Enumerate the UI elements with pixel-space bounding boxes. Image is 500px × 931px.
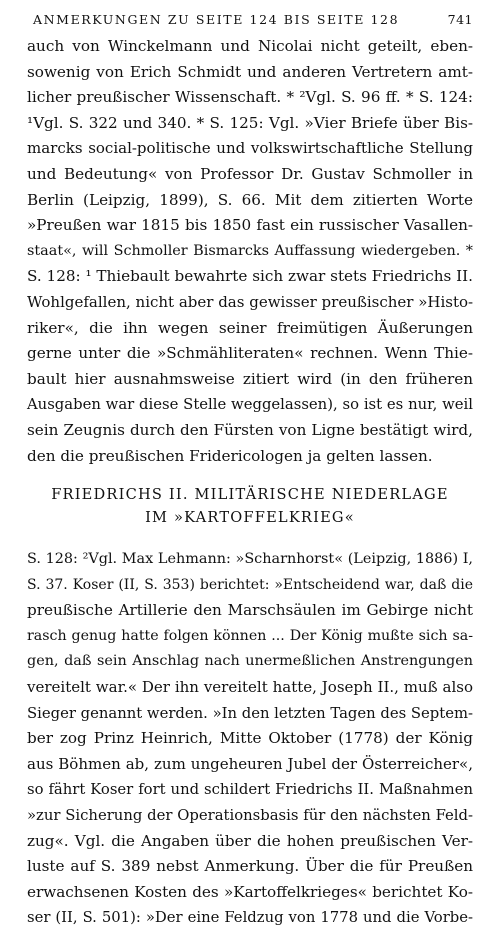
page-number: 741: [447, 12, 473, 27]
text-line: IM »KARTOFFELKRIEG«: [145, 509, 355, 527]
text-line: ber zog Prinz Heinrich, Mitte Oktober (1778) der König: [27, 729, 473, 748]
text-line: vereitelt war.« Der ihn vereitelt hatte, Joseph II., muß also: [27, 678, 473, 697]
text-line: luste auf S. 389 nebst Anmerkung. Über die für Preußen: [27, 857, 473, 876]
text-line: preußische Artillerie den Marschsäulen im Gebirge nicht: [27, 601, 473, 620]
text-line: Sieger genannt werden. »In den letzten Tagen des Septem-: [27, 704, 473, 722]
text-line: bault hier ausnahmsweise zitiert wird (in den früheren: [27, 369, 473, 388]
text-line: »zur Sicherung der Operationsbasis für den nächsten Feld-: [27, 807, 473, 825]
text-line: S. 128: ¹ Thiebault bewahrte sich zwar stets Friedrichs II.: [27, 267, 473, 286]
text-line: sein Zeugnis durch den Fürsten von Ligne bestätigt wird,: [27, 420, 473, 439]
text-line: zug«. Vgl. die Angaben über die hohen preußischen Ver-: [27, 831, 473, 850]
text-line: FRIEDRICHS II. MILITÄRISCHE NIEDERLAGE: [51, 486, 449, 504]
text-line: erwachsenen Kosten des »Kartoffelkrieges« berichtet Ko-: [27, 882, 473, 901]
running-header: [27, 10, 473, 30]
text-line: licher preußischer Wissenschaft. * ²Vgl. S. 96 ff. * S. 124:: [27, 88, 473, 107]
text-line: Berlin (Leipzig, 1899), S. 66. Mit dem zitierten Worte: [27, 190, 473, 209]
text-line: ¹Vgl. S. 322 und 340. * S. 125: Vgl. »Vier Briefe über Bis-: [27, 113, 473, 132]
text-line: S. 37. Koser (II, S. 353) berichtet: »Entscheidend war, daß die: [27, 576, 473, 593]
section-heading: [27, 483, 473, 529]
text-line: gerne unter die »Schmähliteraten« rechnen. Wenn Thie-: [27, 344, 473, 363]
annotation-paragraph-2: [27, 547, 473, 931]
annotation-paragraph-1: [27, 34, 473, 469]
text-line: rasch genug hatte folgen können ... Der König mußte sich sa-: [27, 627, 473, 644]
text-line: aus Böhmen ab, zum ungeheuren Jubel der Österreicher«,: [27, 754, 473, 773]
text-line: Wohlgefallen, nicht aber das gewisser preußischer »Histo-: [27, 292, 474, 311]
text-line: marcks social-politische und volkswirtschaftliche Stellung: [27, 139, 473, 158]
text-line: »Preußen war 1815 bis 1850 fast ein russischer Vasallen-: [27, 216, 473, 235]
text-line: S. 128: ²Vgl. Max Lehmann: »Scharnhorst« (Leipzig, 1886) I,: [27, 551, 473, 568]
text-line: ser (II, S. 501): »Der eine Feldzug von 1778 und die Vorbe-: [27, 909, 473, 927]
running-header-title: ANMERKUNGEN ZU SEITE 124 BIS SEITE 128: [33, 12, 400, 27]
text-line: auch von Winckelmann und Nicolai nicht geteilt, eben-: [27, 37, 473, 55]
text-line: und Bedeutung« von Professor Dr. Gustav Schmoller in: [27, 164, 473, 183]
text-line: so fährt Koser fort und schildert Friedrichs II. Maßnahmen: [27, 781, 473, 799]
text-line: sowenig von Erich Schmidt und anderen Vertretern amt-: [27, 62, 473, 81]
text-line: Ausgaben war diese Stelle weggelassen), so ist es nur, weil: [27, 396, 473, 414]
text-line: gen, daß sein Anschlag nach unermeßlichen Anstrengungen: [27, 653, 473, 670]
text-line: staat«, will Schmoller Bismarcks Auffassung wiedergeben. *: [27, 242, 473, 259]
text-line: den die preußischen Fridericologen ja gelten lassen.: [27, 446, 433, 465]
text-line: riker«, die ihn wegen seiner freimütigen Äußerungen: [27, 318, 473, 337]
